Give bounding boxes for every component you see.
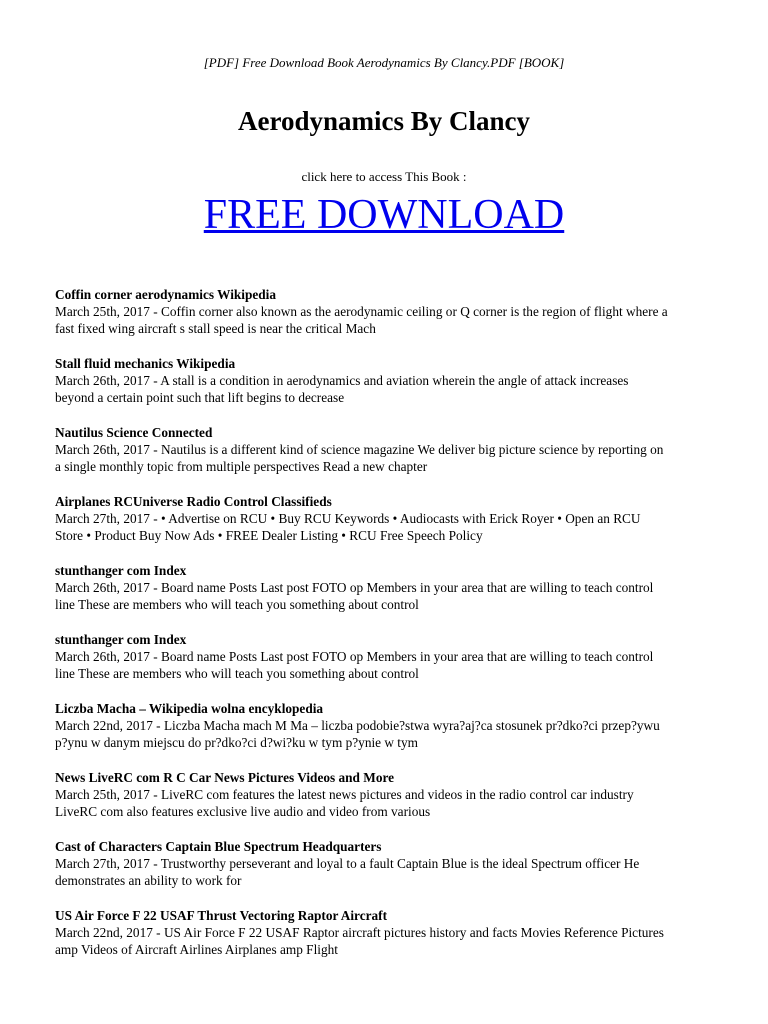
list-item — [55, 838, 715, 889]
entry-text-line: March 25th, 2017 - LiveRC com features the latest news pictures and videos in the radio control car industry — [55, 787, 634, 802]
entry-text-line: March 26th, 2017 - Board name Posts Last post FOTO op Members in your area that are willing to teach control — [55, 649, 654, 664]
entry-text-line: March 22nd, 2017 - US Air Force F 22 USAF Raptor aircraft pictures history and facts Movies Reference Pictures — [55, 925, 664, 940]
list-item — [55, 424, 715, 475]
entry-list — [55, 286, 715, 976]
entry-text-line: p?ynu w danym miejscu do pr?dko?ci d?wi?ku w tym p?ynie w tym — [55, 735, 418, 750]
list-item — [55, 769, 715, 820]
entry-text-line: demonstrates an ability to work for — [55, 873, 242, 888]
entry-title: stunthanger com Index — [55, 563, 187, 578]
entry-text-line: LiveRC com also features exclusive live audio and video from various — [55, 804, 431, 819]
entry-text-line: March 27th, 2017 - Trustworthy perseverant and loyal to a fault Captain Blue is the ideal Spectrum officer He — [55, 856, 640, 871]
entry-title: News LiveRC com R C Car News Pictures Videos and More — [55, 770, 395, 785]
entry-title: Liczba Macha – Wikipedia wolna encyklopedia — [55, 701, 324, 716]
entry-text-line: March 22nd, 2017 - Liczba Macha mach M Ma – liczba podobie?stwa wyra?aj?ca stosunek pr?dko?ci przep?ywu — [55, 718, 660, 733]
entry-text-line: March 26th, 2017 - A stall is a condition in aerodynamics and aviation wherein the angle of attack increases — [55, 373, 629, 388]
pdf-banner: [PDF] Free Download Book Aerodynamics By Clancy.PDF [BOOK] — [203, 55, 565, 70]
entry-text-line: beyond a certain point such that lift begins to decrease — [55, 390, 345, 405]
entry-text-line: March 27th, 2017 - • Advertise on RCU • Buy RCU Keywords • Audiocasts with Erick Royer • Open an RCU — [55, 511, 641, 526]
entry-title: Airplanes RCUniverse Radio Control Classifieds — [55, 494, 332, 509]
entry-text-line: March 25th, 2017 - Coffin corner also known as the aerodynamic ceiling or Q corner is the region of flight where a — [55, 304, 668, 319]
list-item — [55, 286, 715, 337]
entry-text-line: line These are members who will teach you something about control — [55, 666, 419, 681]
entry-text-line: Store • Product Buy Now Ads • FREE Dealer Listing • RCU Free Speech Policy — [55, 528, 483, 543]
entry-text-line: line These are members who will teach you something about control — [55, 597, 419, 612]
list-item — [55, 907, 715, 958]
list-item — [55, 493, 715, 544]
entry-text-line: amp Videos of Aircraft Airlines Airplanes amp Flight — [55, 942, 338, 957]
entry-title: stunthanger com Index — [55, 632, 187, 647]
entry-text-line: fast fixed wing aircraft s stall speed is near the critical Mach — [55, 321, 376, 336]
entry-text-line: March 26th, 2017 - Nautilus is a different kind of science magazine We deliver big picture science by reporting on — [55, 442, 664, 457]
list-item — [55, 562, 715, 613]
entry-title: Coffin corner aerodynamics Wikipedia — [55, 287, 277, 302]
entry-title: Nautilus Science Connected — [55, 425, 213, 440]
access-text: click here to access This Book : — [301, 169, 467, 184]
entry-text-line: March 26th, 2017 - Board name Posts Last post FOTO op Members in your area that are willing to teach control — [55, 580, 654, 595]
list-item — [55, 355, 715, 406]
page-title: Aerodynamics By Clancy — [237, 106, 530, 136]
entry-title: Stall fluid mechanics Wikipedia — [55, 356, 236, 371]
entry-title: US Air Force F 22 USAF Thrust Vectoring Raptor Aircraft — [55, 908, 388, 923]
entry-text-line: a single monthly topic from multiple perspectives Read a new chapter — [55, 459, 428, 474]
list-item — [55, 631, 715, 682]
free-download-container — [0, 189, 768, 241]
entry-title: Cast of Characters Captain Blue Spectrum Headquarters — [55, 839, 382, 854]
list-item — [55, 700, 715, 751]
free-download-link[interactable]: FREE DOWNLOAD — [203, 192, 565, 238]
